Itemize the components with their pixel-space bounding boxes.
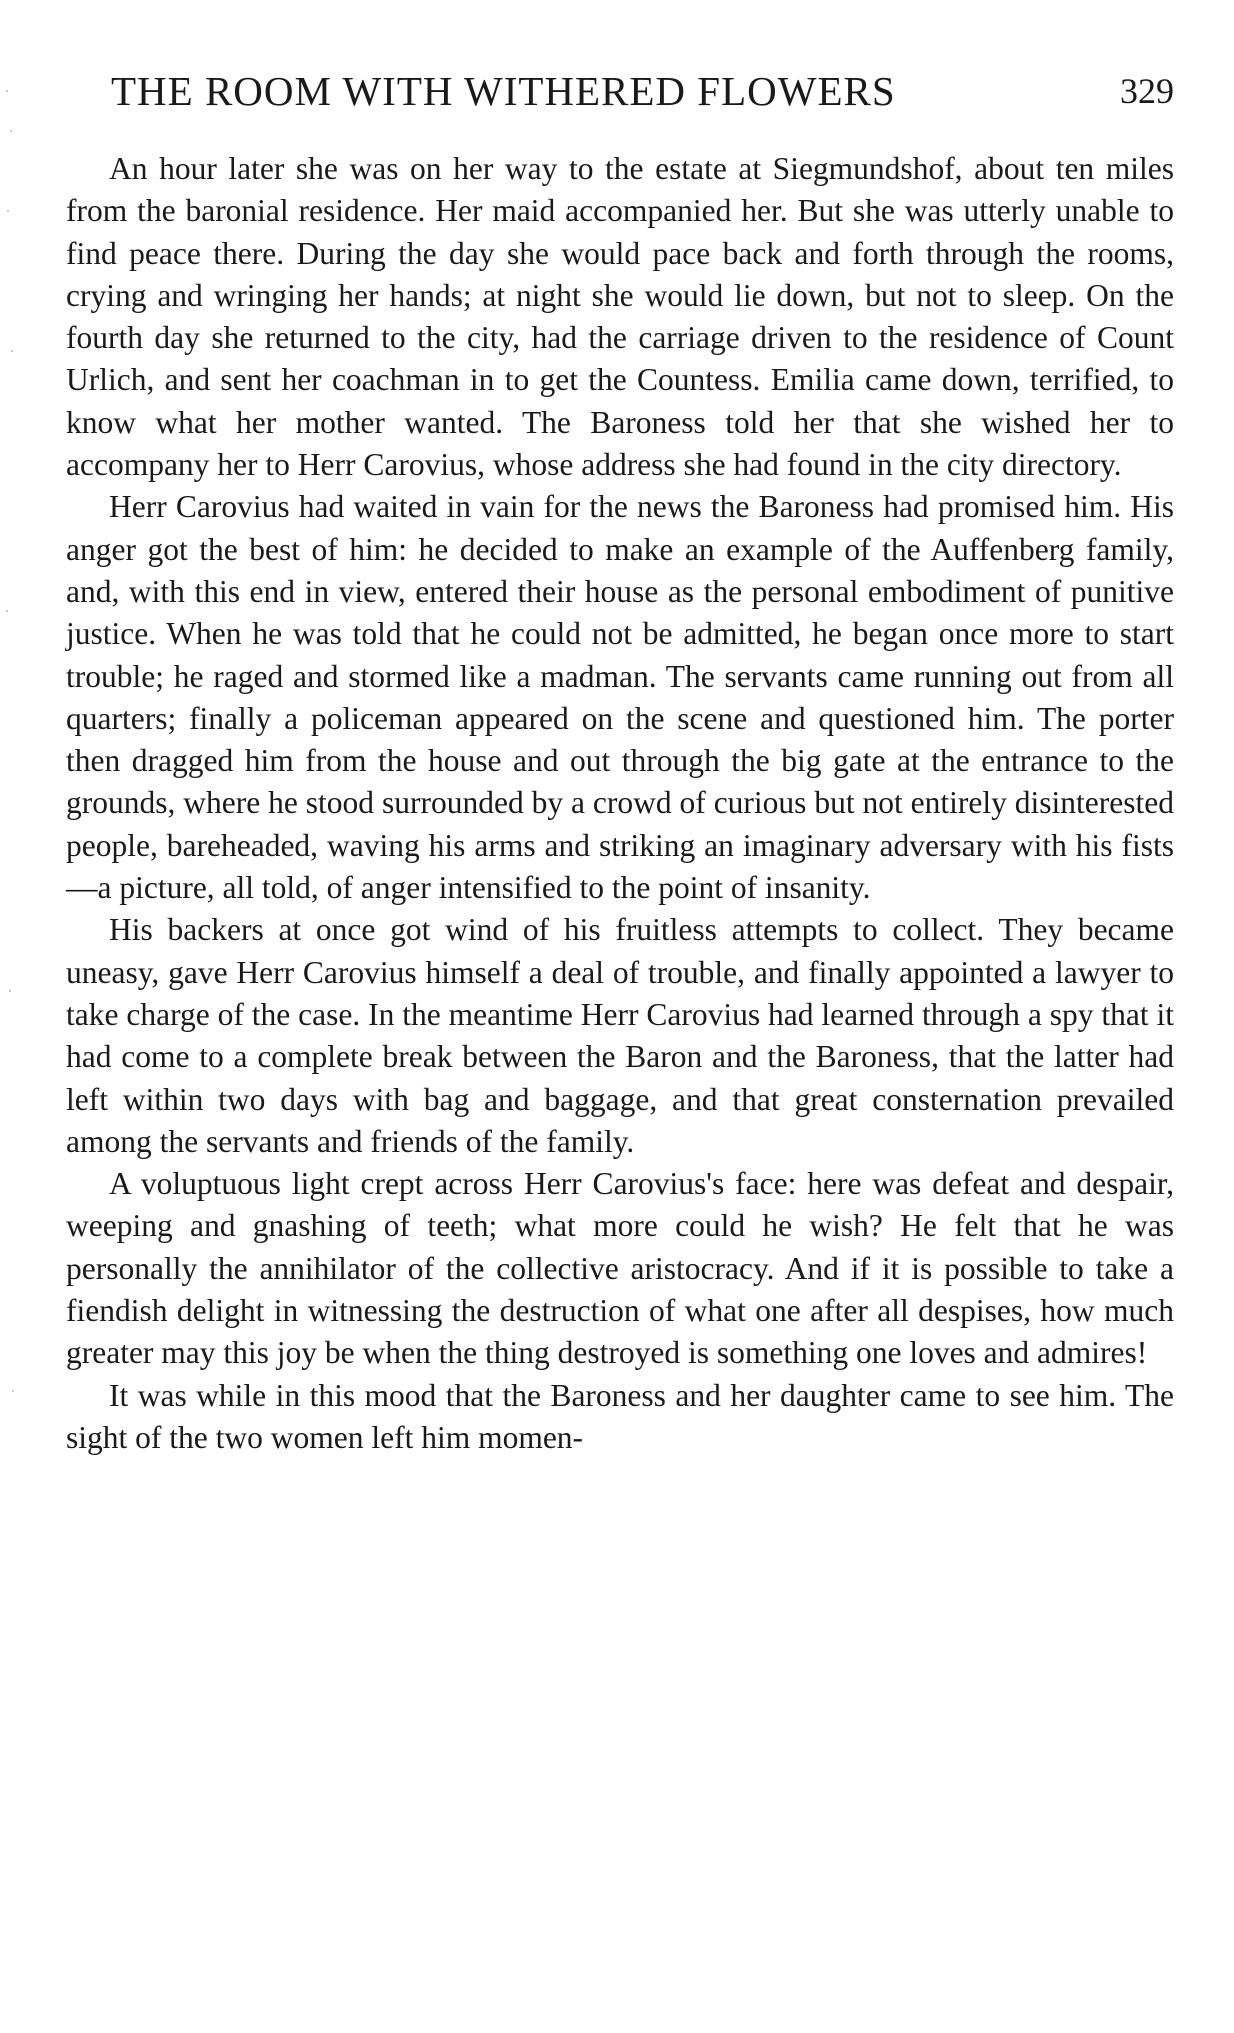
body-text	[66, 148, 1174, 1459]
scan-speck	[10, 130, 12, 132]
scan-margin-specks	[4, 90, 16, 1490]
scan-speck	[6, 610, 8, 612]
paragraph: A voluptuous light crept across Herr Carovius's face: here was defeat and despair, weeping and gnashing of teeth; what more could he wish? He felt that he was personally the annihilator of the collective aristocracy. And if it is possible to take a fiendish delight in witnessing the destruction of what one after all despises, how much greater may this joy be when the thing destroyed is something one loves and admires!	[66, 1166, 1174, 1371]
paragraph: An hour later she was on her way to the estate at Siegmundshof, about ten miles from the baronial residence. Her maid accompanied her. But she was utterly unable to find peace there. During the day she would pace back and forth through the rooms, crying and wringing her hands; at night she would lie down, but not to sleep. On the fourth day she returned to the city, had the carriage driven to the residence of Count Urlich, and sent her coachman in to get the Countess. Emilia came down, terrified, to know what her mother wanted. The Baroness told her that she wished her to accompany her to Herr Carovius, whose address she had found in the city directory.	[66, 151, 1174, 483]
scan-speck	[11, 350, 13, 352]
chapter-title: THE ROOM WITH WITHERED FLOWERS	[111, 68, 896, 114]
scan-speck	[9, 990, 11, 992]
paragraph: It was while in this mood that the Baroness and her daughter came to see him. The sight of the two women left him momen-	[66, 1377, 1174, 1455]
scan-speck	[12, 1390, 14, 1392]
scan-speck	[6, 90, 8, 92]
scan-speck	[7, 210, 9, 212]
running-head	[66, 66, 1174, 116]
paragraph: His backers at once got wind of his fruitless attempts to collect. They became uneasy, gave Herr Carovius himself a deal of trouble, and finally appointed a lawyer to take charge of the case. In the meantime Herr Carovius had learned through a spy that it had come to a complete break between the Baron and the Baroness, that the latter had left within two days with bag and baggage, and that great consternation prevailed among the servants and friends of the family.	[66, 912, 1174, 1159]
page-number: 329	[1120, 71, 1174, 111]
paragraph: Herr Carovius had waited in vain for the news the Baroness had promised him. His anger got the best of him: he decided to make an example of the Auffenberg family, and, with this end in view, entered their house as the personal embodiment of punitive justice. When he was told that he could not be admitted, he began once more to start trouble; he raged and stormed like a madman. The servants came running out from all quarters; finally a policeman appeared on the scene and questioned him. The porter then dragged him from the house and out through the big gate at the entrance to the grounds, where he stood surrounded by a crowd of curious but not entirely disinterested people, bareheaded, waving his arms and striking an imaginary adversary with his fists—a picture, all told, of anger intensified to the point of insanity.	[66, 489, 1174, 906]
